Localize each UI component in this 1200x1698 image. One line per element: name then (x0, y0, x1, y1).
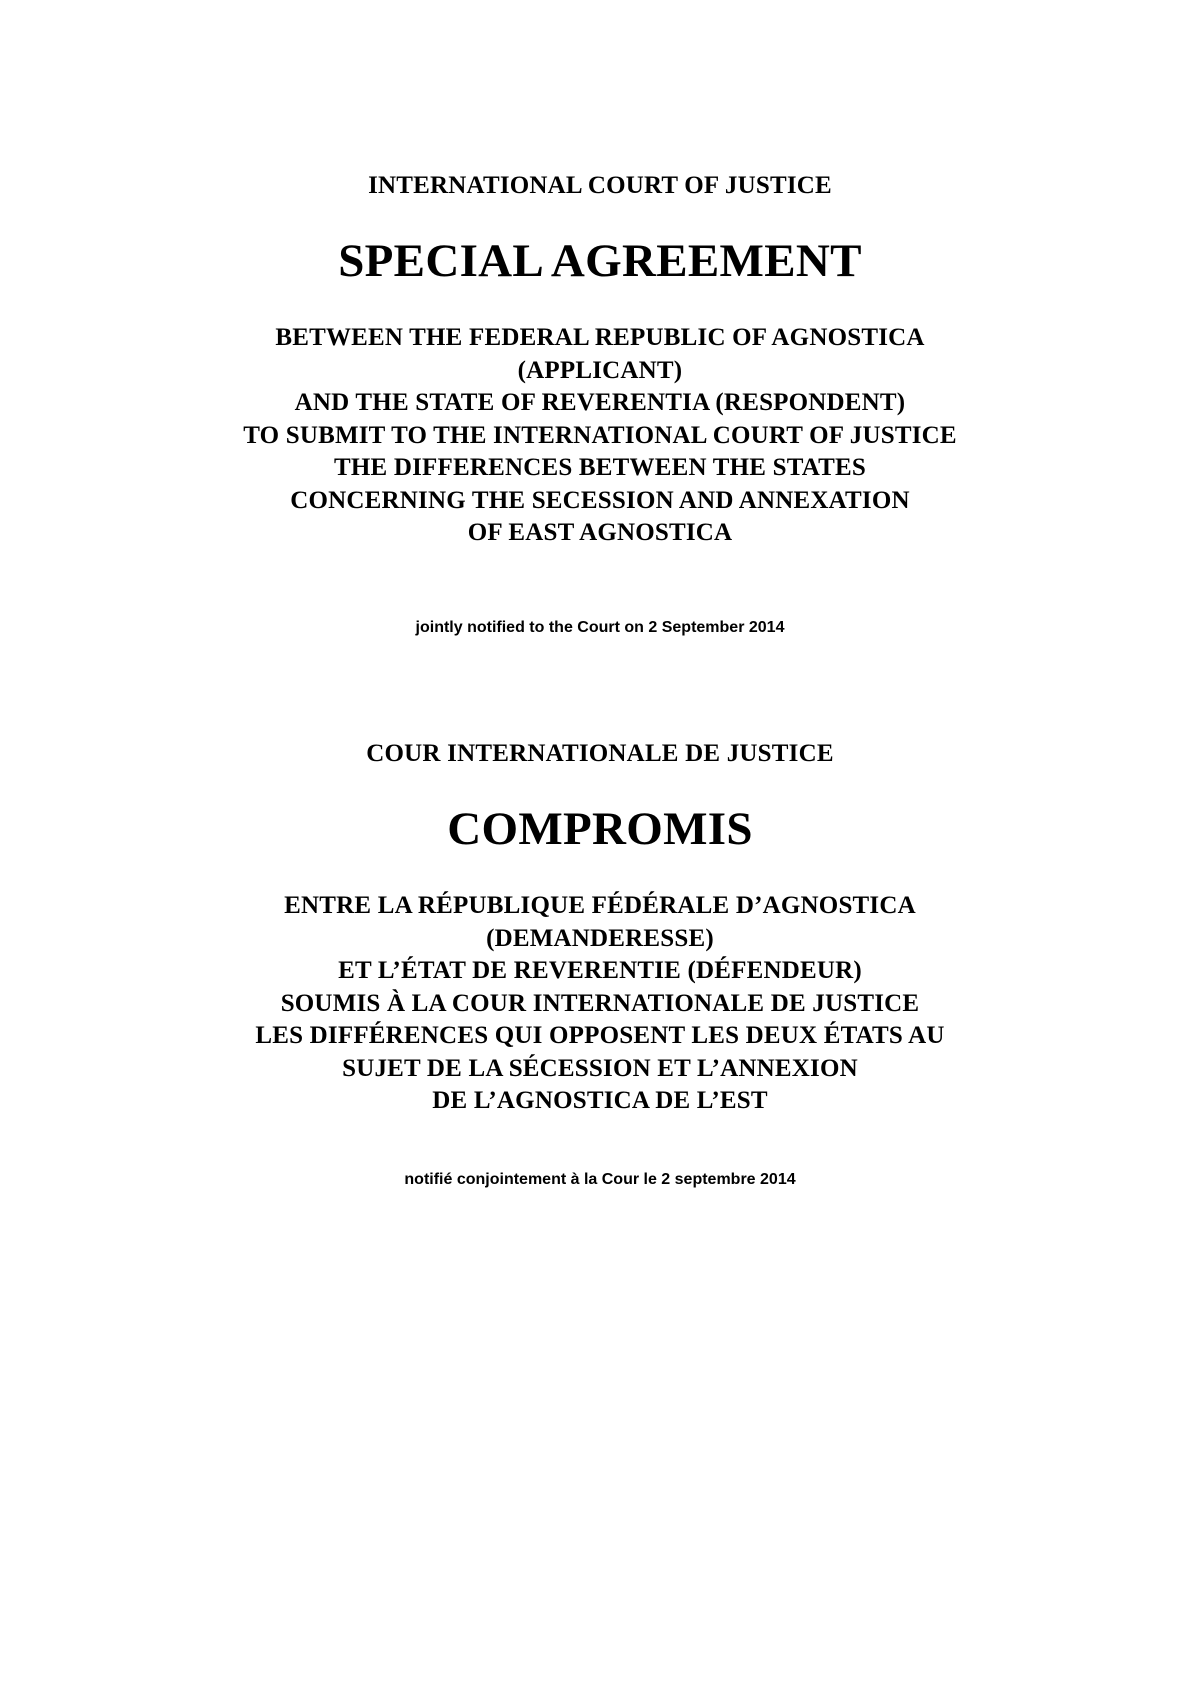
french-notification-date: notifié conjointement à la Cour le 2 septembre 2014 (404, 1171, 796, 1188)
french-agreement-description (0, 890, 1200, 1118)
french-description-line: SUJET DE LA SÉCESSION ET L’ANNEXION (342, 1054, 858, 1082)
french-document-title: COMPROMIS (447, 803, 753, 855)
english-agreement-description (0, 322, 1200, 550)
english-document-title: SPECIAL AGREEMENT (338, 235, 862, 287)
english-court-name: INTERNATIONAL COURT OF JUSTICE (368, 172, 832, 199)
english-description-line: (APPLICANT) (517, 356, 683, 384)
english-description-line: TO SUBMIT TO THE INTERNATIONAL COURT OF JUSTICE (243, 421, 957, 449)
english-description-line: AND THE STATE OF REVERENTIA (RESPONDENT) (294, 389, 906, 416)
english-description-line: BETWEEN THE FEDERAL REPUBLIC OF AGNOSTICA (275, 324, 925, 351)
english-description-line: THE DIFFERENCES BETWEEN THE STATES (334, 454, 866, 481)
english-description-line: OF EAST AGNOSTICA (467, 519, 733, 546)
french-description-line: ET L’ÉTAT DE REVERENTIE (DÉFENDEUR) (338, 957, 862, 984)
french-description-line: (DEMANDERESSE) (486, 924, 714, 952)
english-description-line: CONCERNING THE SECESSION AND ANNEXATION (290, 486, 910, 514)
french-description-line: SOUMIS À LA COUR INTERNATIONALE DE JUSTICE (280, 989, 920, 1017)
french-description-line: DE L’AGNOSTICA DE L’EST (432, 1087, 768, 1114)
english-notification-date: jointly notified to the Court on 2 September 2014 (415, 619, 785, 636)
french-description-line: LES DIFFÉRENCES QUI OPPOSENT LES DEUX ÉTATS AU (255, 1022, 945, 1049)
french-description-line: ENTRE LA RÉPUBLIQUE FÉDÉRALE D’AGNOSTICA (284, 892, 916, 919)
french-court-name: COUR INTERNATIONALE DE JUSTICE (366, 740, 834, 767)
